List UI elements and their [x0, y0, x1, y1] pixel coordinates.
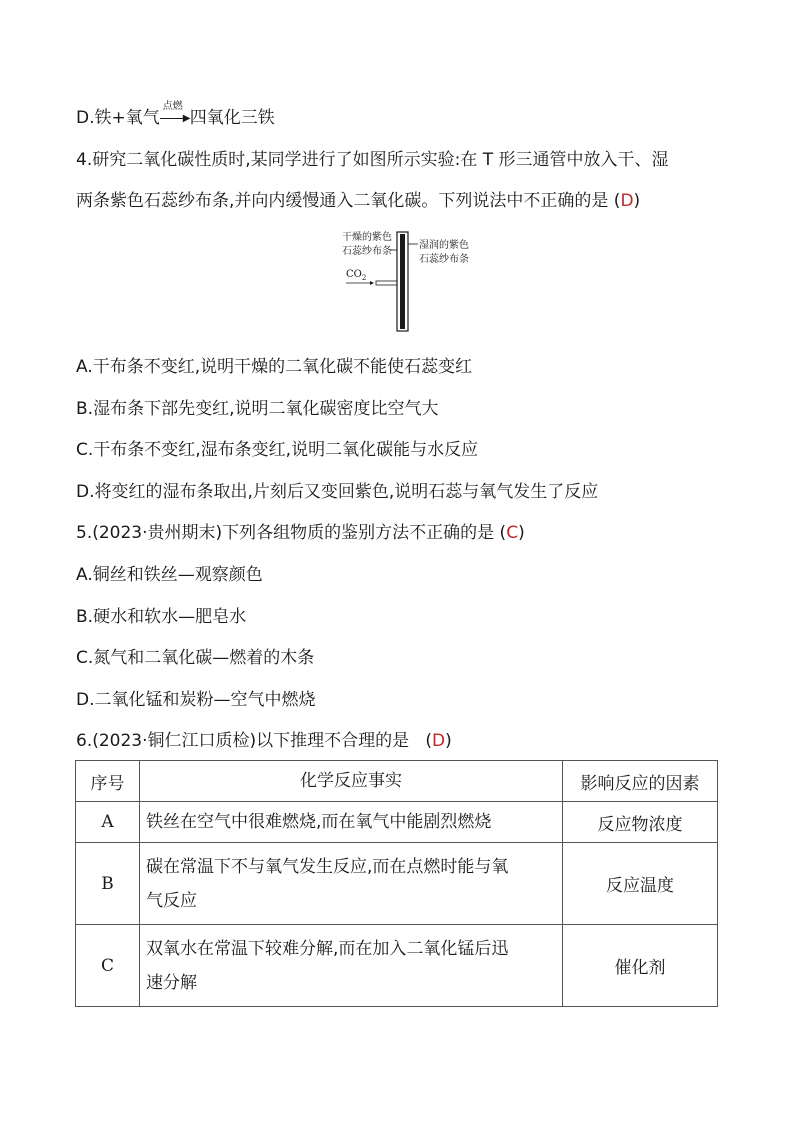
header-fact: 化学反应事实 — [140, 761, 563, 802]
reaction-condition: 点燃 — [162, 101, 183, 112]
table-row — [76, 925, 718, 1007]
question-5-answer: C — [506, 523, 519, 543]
close-paren: ) — [633, 191, 641, 211]
question-5-option-b: B.硬水和软水—肥皂水 — [76, 607, 247, 627]
table-row — [76, 802, 718, 843]
question-5-option-c: C.氮气和二氧化碳—燃着的木条 — [76, 648, 315, 668]
row-factor: 反应温度 — [563, 843, 718, 925]
question-4-option-a: A.干布条不变红,说明干燥的二氧化碳不能使石蕊变红 — [76, 357, 473, 377]
question-5-stem-text: 5.(2023·贵州期末)下列各组物质的鉴别方法不正确的是 ( — [76, 523, 507, 543]
row-id: B — [76, 843, 140, 925]
question-5-option-d: D.二氧化锰和炭粉—空气中燃烧 — [76, 690, 316, 710]
question-4-option-b: B.湿布条下部先变红,说明二氧化碳密度比空气大 — [76, 399, 439, 419]
inlet-pipe — [376, 281, 397, 285]
question-4-stem-line-2 — [76, 189, 640, 213]
option-d-suffix: 四氧化三铁 — [189, 108, 275, 128]
question-4-stem-line-1: 4.研究二氧化碳性质时,某同学进行了如图所示实验:在 T 形三通管中放入干、湿 — [76, 150, 669, 170]
question-4-answer: D — [620, 191, 634, 211]
question-5-option-a: A.铜丝和铁丝—观察颜色 — [76, 565, 263, 585]
question-4-option-d: D.将变红的湿布条取出,片刻后又变回紫色,说明石蕊与氧气发生了反应 — [76, 482, 599, 502]
option-d-prefix: D.铁+氧气 — [76, 108, 160, 128]
row-id: C — [76, 925, 140, 1007]
row-id: A — [76, 802, 140, 843]
arrow-head-icon: ▶ — [182, 113, 191, 124]
header-factor: 影响反应的因素 — [563, 761, 718, 802]
dry-strip-label-line-1: 干燥的紫色 — [342, 232, 392, 243]
row-fact — [140, 925, 563, 1007]
row-factor: 催化剂 — [563, 925, 718, 1007]
close-paren: ) — [445, 731, 452, 751]
row-factor: 反应物浓度 — [563, 802, 718, 843]
header-id: 序号 — [76, 761, 140, 802]
wet-strip-label-line-1: 湿润的紫色 — [419, 240, 469, 251]
t-tube-inner — [400, 234, 405, 329]
row-fact-line: 气反应 — [146, 890, 197, 911]
table-header-row — [76, 761, 718, 802]
reaction-factors-table — [75, 760, 718, 1007]
row-fact — [140, 843, 563, 925]
wet-strip-label-line-2: 石蕊纱布条 — [419, 254, 469, 265]
close-paren: ) — [518, 523, 525, 543]
question-4-option-c: C.干布条不变红,湿布条变红,说明二氧化碳能与水反应 — [76, 440, 479, 460]
co2-label: $CO_2$ — [346, 269, 367, 282]
row-fact-line: 铁丝在空气中很难燃烧,而在氧气中能剧烈燃烧 — [146, 812, 492, 832]
t-tube-experiment-diagram — [340, 226, 490, 334]
reaction-arrow — [160, 101, 191, 130]
question-6-stem-text: 6.(2023·铜仁江口质检)以下推理不合理的是 ( — [76, 731, 432, 751]
option-d-previous — [76, 101, 275, 130]
table-row — [76, 843, 718, 925]
row-fact — [140, 802, 563, 843]
row-fact-line: 双氧水在常温下较难分解,而在加入二氧化锰后迅 — [146, 938, 509, 959]
question-6-stem — [76, 729, 452, 753]
question-4-stem-text: 两条紫色石蕊纱布条,并向内缓慢通入二氧化碳。下列说法中不正确的是 ( — [76, 191, 621, 211]
question-6-answer: D — [432, 731, 446, 751]
dry-strip-label-line-2: 石蕊纱布条 — [342, 246, 392, 257]
co2-arrow-head-icon — [370, 281, 374, 285]
question-5-stem — [76, 521, 525, 545]
row-fact-line: 速分解 — [146, 972, 197, 993]
row-fact-line: 碳在常温下不与氧气发生反应,而在点燃时能与氧 — [146, 856, 509, 877]
